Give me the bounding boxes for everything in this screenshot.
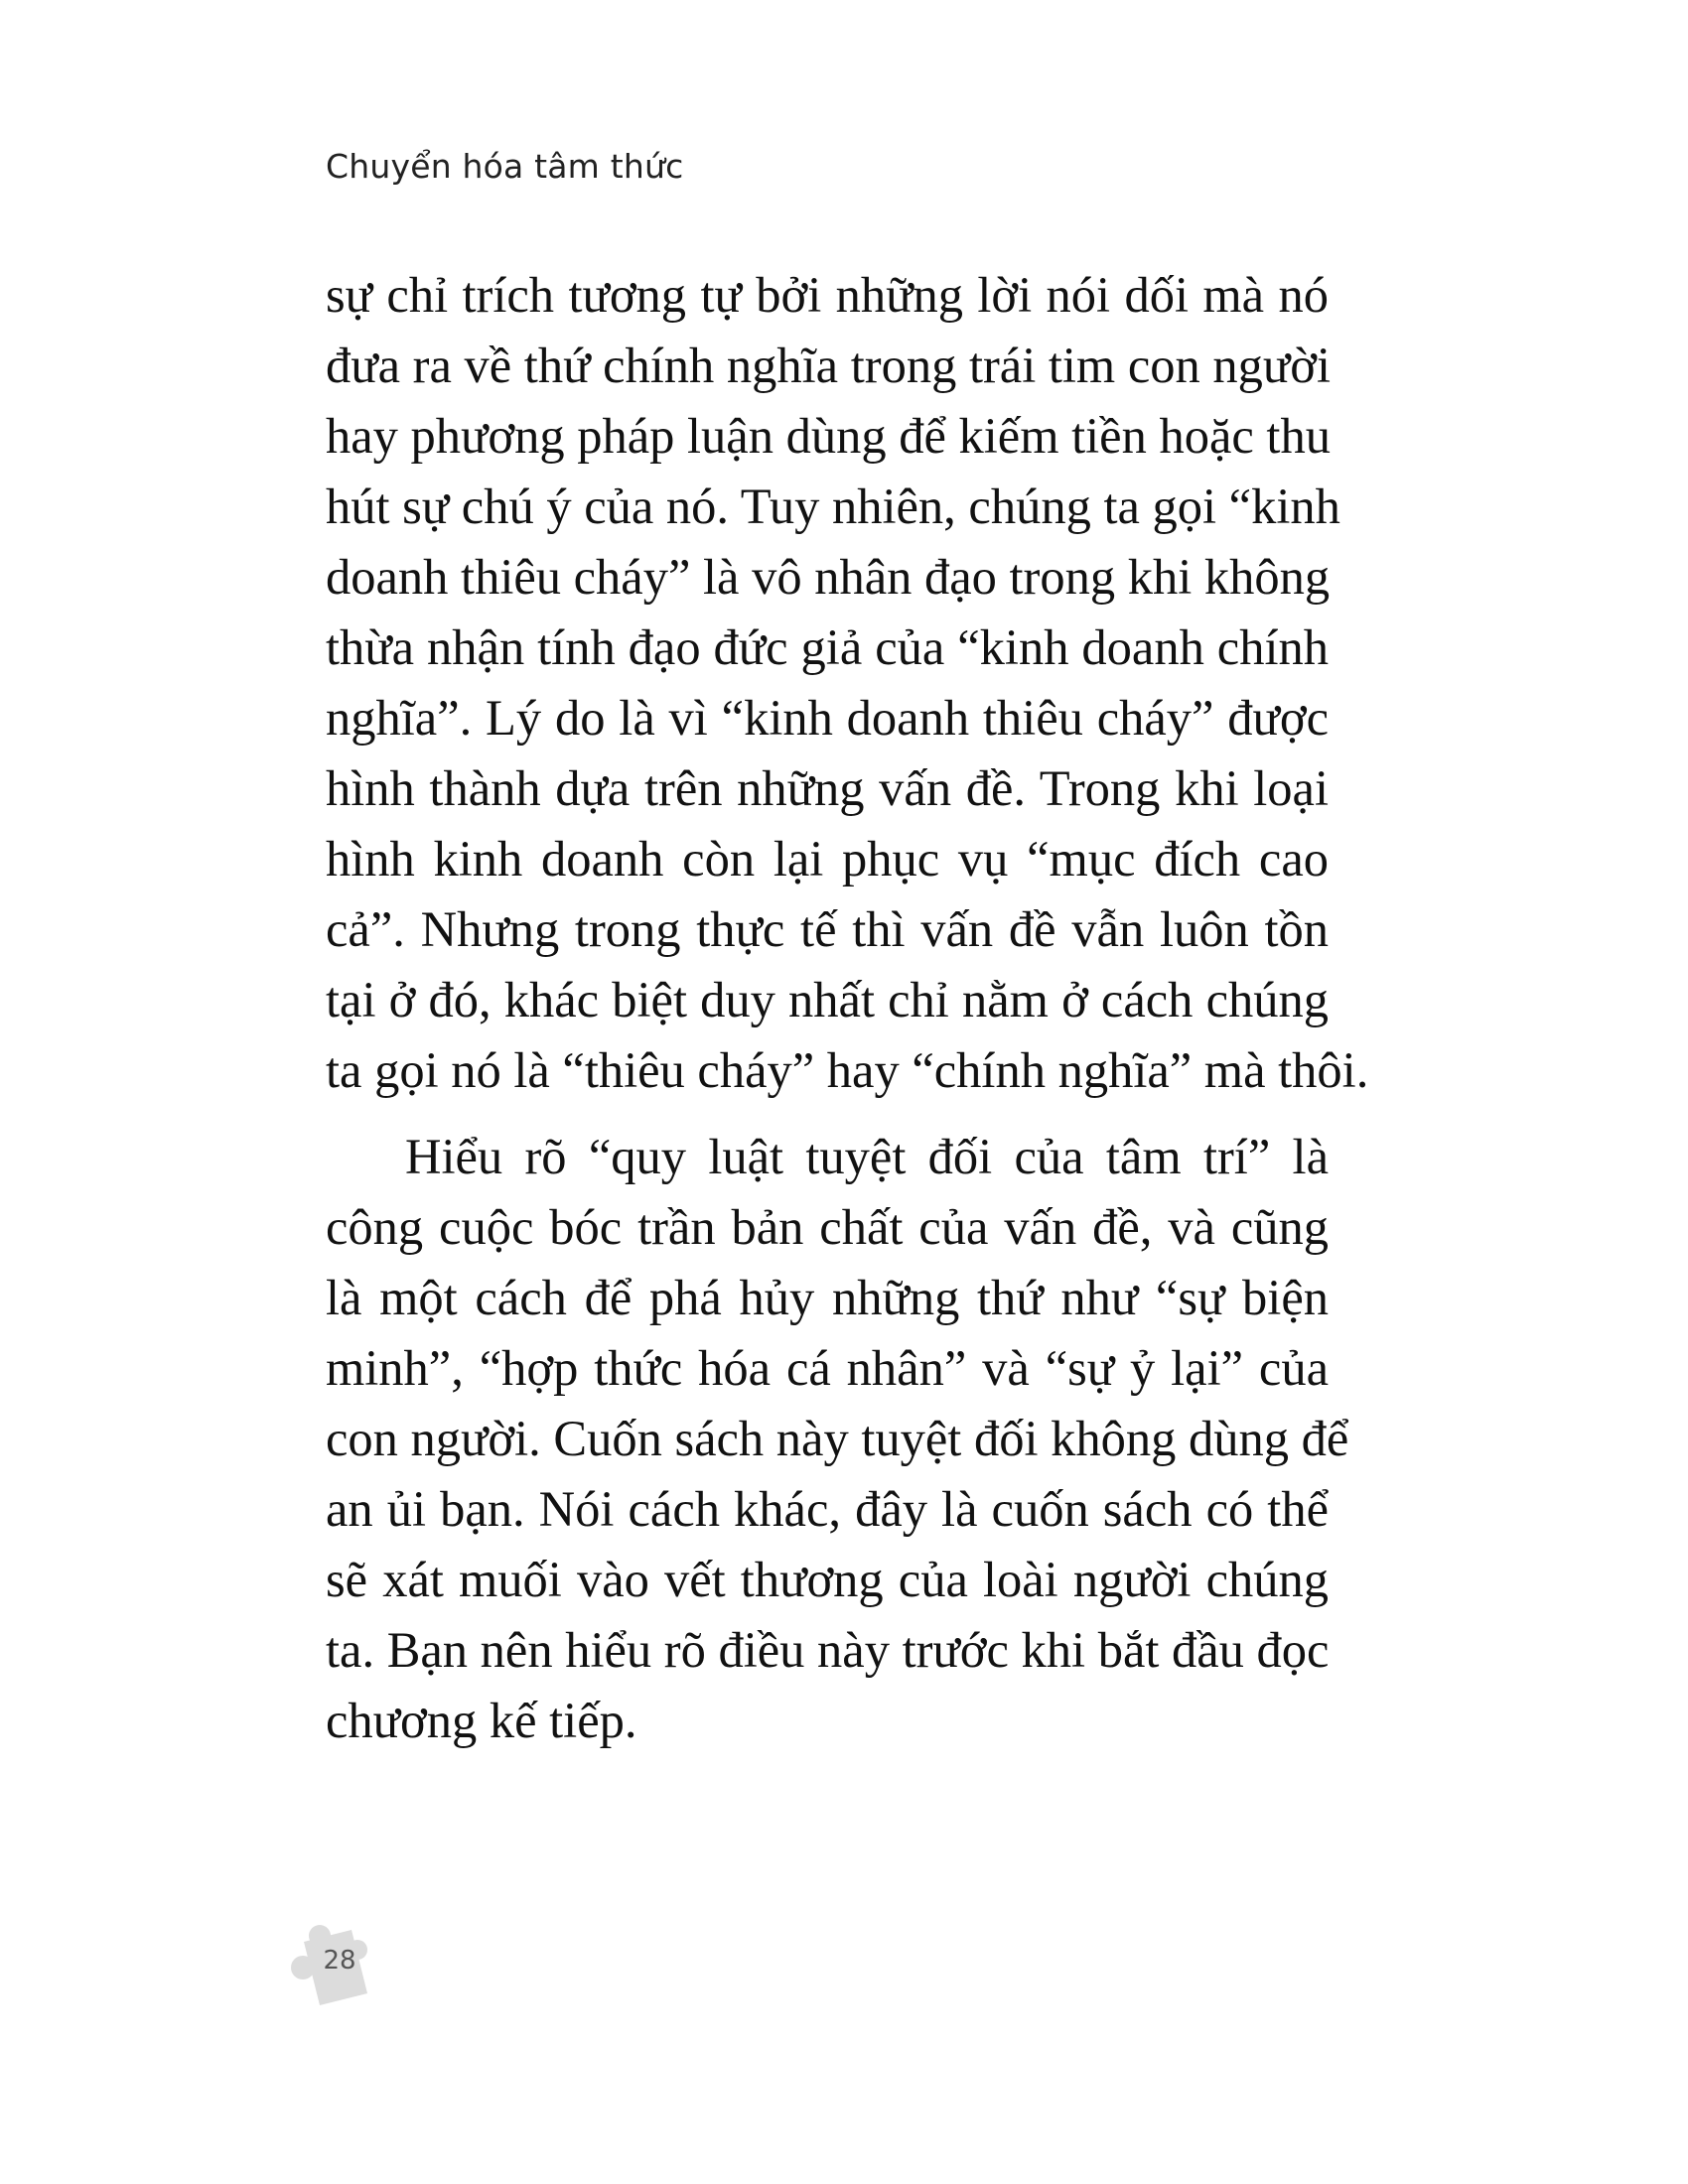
running-header: Chuyển hóa tâm thức: [326, 147, 684, 186]
paragraph-2: [326, 1122, 1349, 1756]
text-line: cả”. Nhưng trong thực tế thì vấn đề vẫn luôn tồn: [326, 901, 1329, 957]
body-text: [326, 260, 1369, 1756]
text-line: doanh thiêu cháy” là vô nhân đạo trong khi không: [326, 549, 1331, 605]
text-line: Hiểu rõ “quy luật tuyệt đối của tâm trí” là: [405, 1129, 1329, 1184]
text-line: con người. Cuốn sách này tuyệt đối không dùng để: [326, 1411, 1349, 1466]
text-line: an ủi bạn. Nói cách khác, đây là cuốn sách có thể: [326, 1481, 1329, 1537]
text-line: sẽ xát muối vào vết thương của loài người chúng: [326, 1552, 1329, 1607]
paragraph-spacer: [326, 1106, 1329, 1122]
text-line: hút sự chú ý của nó. Tuy nhiên, chúng ta gọi “kinh: [326, 478, 1340, 534]
text-line: hay phương pháp luận dùng để kiếm tiền hoặc thu: [326, 408, 1331, 464]
text-line: chương kế tiếp.: [326, 1693, 637, 1748]
text-line: ta. Bạn nên hiểu rõ điều này trước khi bắt đầu đọc: [326, 1622, 1330, 1678]
text-line: hình kinh doanh còn lại phục vụ “mục đích cao: [326, 831, 1329, 887]
text-line: đưa ra về thứ chính nghĩa trong trái tim con người: [326, 338, 1331, 393]
text-line: hình thành dựa trên những vấn đề. Trong khi loại: [326, 760, 1329, 816]
text-line: nghĩa”. Lý do là vì “kinh doanh thiêu cháy” được: [326, 690, 1329, 746]
page-number: 28: [323, 1946, 356, 1976]
text-line: thừa nhận tính đạo đức giả của “kinh doanh chính: [326, 619, 1329, 675]
text-line: sự chỉ trích tương tự bởi những lời nói dối mà nó: [326, 267, 1329, 323]
text-line: tại ở đó, khác biệt duy nhất chỉ nằm ở cách chúng: [326, 972, 1329, 1027]
paragraph-1: [326, 260, 1369, 1106]
text-line: là một cách để phá hủy những thứ như “sự biện: [326, 1270, 1329, 1325]
page-number-badge: [286, 1916, 385, 2015]
text-line: minh”, “hợp thức hóa cá nhân” và “sự ỷ lại” của: [326, 1340, 1329, 1396]
text-line: công cuộc bóc trần bản chất của vấn đề, và cũng: [326, 1199, 1329, 1255]
text-line: ta gọi nó là “thiêu cháy” hay “chính nghĩa” mà thôi.: [326, 1042, 1369, 1098]
